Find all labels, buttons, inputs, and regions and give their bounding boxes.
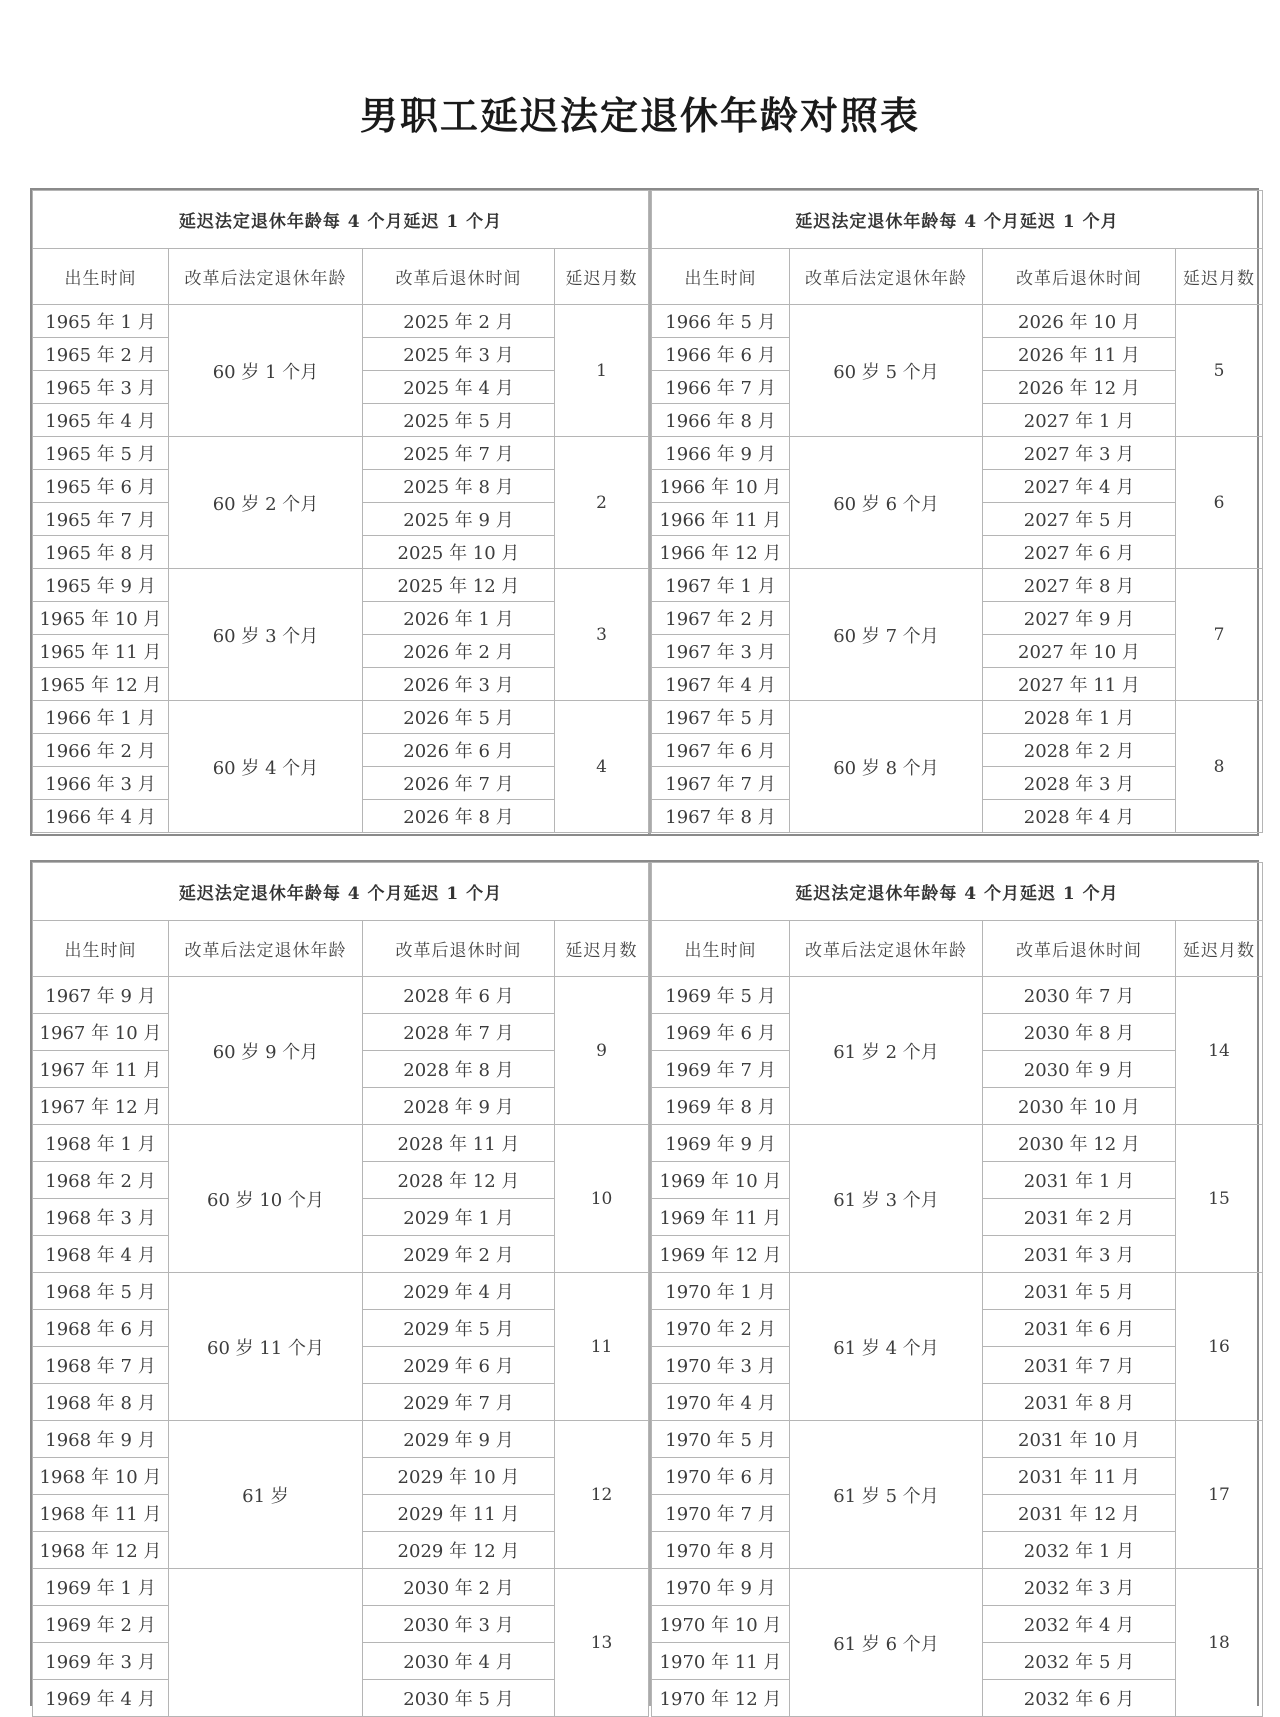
birth-date-cell: 1970 年 8 月 (652, 1532, 790, 1569)
table-row (652, 305, 1263, 338)
birth-date-cell: 1967 年 5 月 (652, 701, 790, 734)
birth-date-cell: 1966 年 11 月 (652, 503, 790, 536)
retirement-date-cell: 2027 年 5 月 (983, 503, 1176, 536)
retirement-date-cell: 2031 年 1 月 (983, 1162, 1176, 1199)
retirement-date-cell: 2029 年 9 月 (363, 1421, 555, 1458)
birth-date-cell: 1970 年 10 月 (652, 1606, 790, 1643)
retirement-date-cell: 2030 年 2 月 (363, 1569, 555, 1606)
retirement-date-cell: 2025 年 2 月 (363, 305, 555, 338)
retirement-date-cell: 2027 年 1 月 (983, 404, 1176, 437)
retirement-age-cell: 61 岁 4 个月 (790, 1273, 983, 1421)
table-row (652, 977, 1263, 1014)
table-row (33, 701, 649, 734)
birth-date-cell: 1966 年 2 月 (33, 734, 169, 767)
birth-date-cell: 1967 年 10 月 (33, 1014, 169, 1051)
retirement-date-cell: 2031 年 7 月 (983, 1347, 1176, 1384)
retirement-age-cell: 60 岁 9 个月 (169, 977, 363, 1125)
birth-date-cell: 1970 年 9 月 (652, 1569, 790, 1606)
birth-date-cell: 1966 年 5 月 (652, 305, 790, 338)
birth-date-cell: 1969 年 10 月 (652, 1162, 790, 1199)
retirement-date-cell: 2028 年 9 月 (363, 1088, 555, 1125)
delay-months-cell: 14 (1176, 977, 1263, 1125)
retirement-age-cell (169, 1569, 363, 1717)
birth-date-cell: 1965 年 7 月 (33, 503, 169, 536)
retirement-date-cell: 2031 年 2 月 (983, 1199, 1176, 1236)
delay-months-cell: 9 (555, 977, 649, 1125)
column-header: 出生时间 (652, 249, 790, 305)
retirement-date-cell: 2028 年 1 月 (983, 701, 1176, 734)
birth-date-cell: 1965 年 5 月 (33, 437, 169, 470)
birth-date-cell: 1967 年 3 月 (652, 635, 790, 668)
retirement-date-cell: 2030 年 7 月 (983, 977, 1176, 1014)
retirement-date-cell: 2028 年 7 月 (363, 1014, 555, 1051)
retirement-date-cell: 2025 年 10 月 (363, 536, 555, 569)
birth-date-cell: 1970 年 1 月 (652, 1273, 790, 1310)
retirement-date-cell: 2026 年 2 月 (363, 635, 555, 668)
table-row (33, 1125, 649, 1162)
birth-date-cell: 1965 年 1 月 (33, 305, 169, 338)
retirement-date-cell: 2026 年 5 月 (363, 701, 555, 734)
table-row (652, 1273, 1263, 1310)
birth-date-cell: 1968 年 4 月 (33, 1236, 169, 1273)
retirement-date-cell: 2030 年 12 月 (983, 1125, 1176, 1162)
retirement-age-cell: 61 岁 6 个月 (790, 1569, 983, 1717)
retirement-date-cell: 2029 年 1 月 (363, 1199, 555, 1236)
delay-months-cell: 6 (1176, 437, 1263, 569)
retirement-date-cell: 2026 年 7 月 (363, 767, 555, 800)
column-header: 改革后法定退休年龄 (169, 249, 363, 305)
delay-months-cell: 10 (555, 1125, 649, 1273)
table-banner: 延迟法定退休年龄每 4 个月延迟 1 个月 (652, 191, 1263, 249)
birth-date-cell: 1968 年 1 月 (33, 1125, 169, 1162)
retirement-date-cell: 2025 年 12 月 (363, 569, 555, 602)
column-header: 改革后退休时间 (983, 249, 1176, 305)
birth-date-cell: 1969 年 7 月 (652, 1051, 790, 1088)
retirement-date-cell: 2026 年 12 月 (983, 371, 1176, 404)
birth-date-cell: 1969 年 6 月 (652, 1014, 790, 1051)
retirement-date-cell: 2029 年 4 月 (363, 1273, 555, 1310)
retirement-table-panel-1 (30, 188, 1259, 836)
table-row (33, 977, 649, 1014)
birth-date-cell: 1969 年 9 月 (652, 1125, 790, 1162)
birth-date-cell: 1968 年 8 月 (33, 1384, 169, 1421)
birth-date-cell: 1965 年 2 月 (33, 338, 169, 371)
table-row (33, 305, 649, 338)
retirement-table (651, 862, 1263, 1717)
birth-date-cell: 1967 年 2 月 (652, 602, 790, 635)
delay-months-cell: 16 (1176, 1273, 1263, 1421)
column-header: 延迟月数 (1176, 921, 1263, 977)
table-banner-row (33, 191, 649, 249)
table-banner: 延迟法定退休年龄每 4 个月延迟 1 个月 (652, 863, 1263, 921)
birth-date-cell: 1965 年 4 月 (33, 404, 169, 437)
retirement-date-cell: 2031 年 8 月 (983, 1384, 1176, 1421)
birth-date-cell: 1969 年 12 月 (652, 1236, 790, 1273)
birth-date-cell: 1968 年 9 月 (33, 1421, 169, 1458)
birth-date-cell: 1967 年 7 月 (652, 767, 790, 800)
retirement-date-cell: 2031 年 6 月 (983, 1310, 1176, 1347)
table-half-left (32, 190, 649, 834)
table-row (652, 569, 1263, 602)
retirement-date-cell: 2029 年 6 月 (363, 1347, 555, 1384)
retirement-date-cell: 2025 年 7 月 (363, 437, 555, 470)
retirement-date-cell: 2028 年 6 月 (363, 977, 555, 1014)
table-row (652, 1421, 1263, 1458)
retirement-date-cell: 2027 年 11 月 (983, 668, 1176, 701)
table-half-right (649, 190, 1262, 834)
delay-months-cell: 3 (555, 569, 649, 701)
retirement-date-cell: 2031 年 10 月 (983, 1421, 1176, 1458)
column-header: 出生时间 (33, 249, 169, 305)
retirement-table (32, 862, 649, 1717)
birth-date-cell: 1966 年 1 月 (33, 701, 169, 734)
column-header: 改革后法定退休年龄 (790, 921, 983, 977)
retirement-date-cell: 2031 年 5 月 (983, 1273, 1176, 1310)
birth-date-cell: 1966 年 6 月 (652, 338, 790, 371)
retirement-age-cell: 60 岁 10 个月 (169, 1125, 363, 1273)
retirement-date-cell: 2032 年 6 月 (983, 1680, 1176, 1717)
delay-months-cell: 13 (555, 1569, 649, 1717)
retirement-date-cell: 2032 年 1 月 (983, 1532, 1176, 1569)
retirement-date-cell: 2028 年 12 月 (363, 1162, 555, 1199)
birth-date-cell: 1970 年 2 月 (652, 1310, 790, 1347)
column-header: 改革后法定退休年龄 (790, 249, 983, 305)
retirement-date-cell: 2030 年 10 月 (983, 1088, 1176, 1125)
retirement-date-cell: 2029 年 7 月 (363, 1384, 555, 1421)
birth-date-cell: 1965 年 8 月 (33, 536, 169, 569)
retirement-date-cell: 2026 年 3 月 (363, 668, 555, 701)
birth-date-cell: 1967 年 9 月 (33, 977, 169, 1014)
column-header: 延迟月数 (555, 921, 649, 977)
table-row (652, 1569, 1263, 1606)
retirement-age-cell: 61 岁 (169, 1421, 363, 1569)
birth-date-cell: 1965 年 3 月 (33, 371, 169, 404)
delay-months-cell: 18 (1176, 1569, 1263, 1717)
birth-date-cell: 1968 年 12 月 (33, 1532, 169, 1569)
retirement-date-cell: 2026 年 1 月 (363, 602, 555, 635)
retirement-date-cell: 2029 年 2 月 (363, 1236, 555, 1273)
table-banner-row (652, 191, 1263, 249)
delay-months-cell: 11 (555, 1273, 649, 1421)
delay-months-cell: 7 (1176, 569, 1263, 701)
birth-date-cell: 1966 年 4 月 (33, 800, 169, 833)
retirement-age-cell: 60 岁 4 个月 (169, 701, 363, 833)
table-row (33, 1569, 649, 1606)
birth-date-cell: 1970 年 6 月 (652, 1458, 790, 1495)
column-header: 出生时间 (33, 921, 169, 977)
birth-date-cell: 1966 年 7 月 (652, 371, 790, 404)
table-row (652, 701, 1263, 734)
birth-date-cell: 1966 年 8 月 (652, 404, 790, 437)
retirement-age-cell: 60 岁 3 个月 (169, 569, 363, 701)
table-header-row (33, 249, 649, 305)
birth-date-cell: 1968 年 7 月 (33, 1347, 169, 1384)
retirement-date-cell: 2025 年 4 月 (363, 371, 555, 404)
table-half-right (649, 862, 1262, 1710)
retirement-date-cell: 2025 年 9 月 (363, 503, 555, 536)
birth-date-cell: 1968 年 5 月 (33, 1273, 169, 1310)
table-row (33, 1273, 649, 1310)
birth-date-cell: 1965 年 10 月 (33, 602, 169, 635)
retirement-date-cell: 2029 年 12 月 (363, 1532, 555, 1569)
retirement-date-cell: 2032 年 5 月 (983, 1643, 1176, 1680)
retirement-date-cell: 2030 年 4 月 (363, 1643, 555, 1680)
table-row (652, 1125, 1263, 1162)
retirement-date-cell: 2028 年 8 月 (363, 1051, 555, 1088)
table-row (33, 569, 649, 602)
birth-date-cell: 1969 年 4 月 (33, 1680, 169, 1717)
birth-date-cell: 1967 年 4 月 (652, 668, 790, 701)
delay-months-cell: 15 (1176, 1125, 1263, 1273)
column-header: 延迟月数 (555, 249, 649, 305)
table-header-row (652, 249, 1263, 305)
retirement-date-cell: 2025 年 8 月 (363, 470, 555, 503)
birth-date-cell: 1970 年 11 月 (652, 1643, 790, 1680)
birth-date-cell: 1968 年 10 月 (33, 1458, 169, 1495)
retirement-date-cell: 2026 年 10 月 (983, 305, 1176, 338)
retirement-age-cell: 60 岁 6 个月 (790, 437, 983, 569)
retirement-age-cell: 60 岁 5 个月 (790, 305, 983, 437)
retirement-date-cell: 2030 年 3 月 (363, 1606, 555, 1643)
column-header: 改革后法定退休年龄 (169, 921, 363, 977)
birth-date-cell: 1966 年 3 月 (33, 767, 169, 800)
column-header: 延迟月数 (1176, 249, 1263, 305)
birth-date-cell: 1967 年 6 月 (652, 734, 790, 767)
birth-date-cell: 1970 年 12 月 (652, 1680, 790, 1717)
page-title: 男职工延迟法定退休年龄对照表 (359, 93, 920, 138)
retirement-age-cell: 60 岁 11 个月 (169, 1273, 363, 1421)
column-header: 改革后退休时间 (363, 249, 555, 305)
birth-date-cell: 1966 年 10 月 (652, 470, 790, 503)
retirement-date-cell: 2032 年 3 月 (983, 1569, 1176, 1606)
delay-months-cell: 8 (1176, 701, 1263, 833)
table-header-row (652, 921, 1263, 977)
retirement-date-cell: 2032 年 4 月 (983, 1606, 1176, 1643)
retirement-age-cell: 60 岁 2 个月 (169, 437, 363, 569)
birth-date-cell: 1965 年 11 月 (33, 635, 169, 668)
delay-months-cell: 1 (555, 305, 649, 437)
retirement-date-cell: 2027 年 3 月 (983, 437, 1176, 470)
delay-months-cell: 4 (555, 701, 649, 833)
retirement-date-cell: 2029 年 10 月 (363, 1458, 555, 1495)
retirement-date-cell: 2026 年 11 月 (983, 338, 1176, 371)
retirement-age-cell: 60 岁 8 个月 (790, 701, 983, 833)
retirement-date-cell: 2028 年 3 月 (983, 767, 1176, 800)
birth-date-cell: 1968 年 2 月 (33, 1162, 169, 1199)
retirement-date-cell: 2027 年 6 月 (983, 536, 1176, 569)
birth-date-cell: 1967 年 1 月 (652, 569, 790, 602)
column-header: 改革后退休时间 (363, 921, 555, 977)
retirement-age-cell: 60 岁 1 个月 (169, 305, 363, 437)
table-banner-row (652, 863, 1263, 921)
birth-date-cell: 1967 年 11 月 (33, 1051, 169, 1088)
table-half-left (32, 862, 649, 1710)
column-header: 出生时间 (652, 921, 790, 977)
retirement-date-cell: 2030 年 9 月 (983, 1051, 1176, 1088)
retirement-date-cell: 2027 年 10 月 (983, 635, 1176, 668)
birth-date-cell: 1967 年 8 月 (652, 800, 790, 833)
table-header-row (33, 921, 649, 977)
delay-months-cell: 2 (555, 437, 649, 569)
retirement-date-cell: 2026 年 8 月 (363, 800, 555, 833)
retirement-date-cell: 2027 年 8 月 (983, 569, 1176, 602)
retirement-age-cell: 60 岁 7 个月 (790, 569, 983, 701)
retirement-date-cell: 2027 年 9 月 (983, 602, 1176, 635)
retirement-table (651, 190, 1263, 833)
retirement-date-cell: 2025 年 5 月 (363, 404, 555, 437)
column-header: 改革后退休时间 (983, 921, 1176, 977)
birth-date-cell: 1970 年 3 月 (652, 1347, 790, 1384)
table-banner: 延迟法定退休年龄每 4 个月延迟 1 个月 (33, 191, 649, 249)
table-banner-row (33, 863, 649, 921)
retirement-date-cell: 2028 年 11 月 (363, 1125, 555, 1162)
retirement-date-cell: 2030 年 5 月 (363, 1680, 555, 1717)
retirement-age-cell: 61 岁 5 个月 (790, 1421, 983, 1569)
retirement-table (32, 190, 649, 833)
delay-months-cell: 5 (1176, 305, 1263, 437)
retirement-date-cell: 2029 年 5 月 (363, 1310, 555, 1347)
birth-date-cell: 1969 年 3 月 (33, 1643, 169, 1680)
birth-date-cell: 1968 年 6 月 (33, 1310, 169, 1347)
retirement-date-cell: 2028 年 2 月 (983, 734, 1176, 767)
delay-months-cell: 12 (555, 1421, 649, 1569)
retirement-table-panel-2 (30, 860, 1259, 1710)
birth-date-cell: 1967 年 12 月 (33, 1088, 169, 1125)
delay-months-cell: 17 (1176, 1421, 1263, 1569)
birth-date-cell: 1969 年 8 月 (652, 1088, 790, 1125)
table-row (33, 1421, 649, 1458)
birth-date-cell: 1965 年 12 月 (33, 668, 169, 701)
birth-date-cell: 1970 年 5 月 (652, 1421, 790, 1458)
retirement-date-cell: 2026 年 6 月 (363, 734, 555, 767)
birth-date-cell: 1969 年 2 月 (33, 1606, 169, 1643)
retirement-date-cell: 2025 年 3 月 (363, 338, 555, 371)
birth-date-cell: 1969 年 5 月 (652, 977, 790, 1014)
birth-date-cell: 1970 年 7 月 (652, 1495, 790, 1532)
retirement-date-cell: 2030 年 8 月 (983, 1014, 1176, 1051)
birth-date-cell: 1969 年 11 月 (652, 1199, 790, 1236)
birth-date-cell: 1968 年 11 月 (33, 1495, 169, 1532)
birth-date-cell: 1968 年 3 月 (33, 1199, 169, 1236)
birth-date-cell: 1966 年 9 月 (652, 437, 790, 470)
table-row (652, 437, 1263, 470)
birth-date-cell: 1965 年 9 月 (33, 569, 169, 602)
retirement-date-cell: 2031 年 3 月 (983, 1236, 1176, 1273)
retirement-date-cell: 2027 年 4 月 (983, 470, 1176, 503)
retirement-date-cell: 2031 年 12 月 (983, 1495, 1176, 1532)
birth-date-cell: 1966 年 12 月 (652, 536, 790, 569)
birth-date-cell: 1970 年 4 月 (652, 1384, 790, 1421)
retirement-age-cell: 61 岁 3 个月 (790, 1125, 983, 1273)
retirement-date-cell: 2031 年 11 月 (983, 1458, 1176, 1495)
birth-date-cell: 1965 年 6 月 (33, 470, 169, 503)
table-banner: 延迟法定退休年龄每 4 个月延迟 1 个月 (33, 863, 649, 921)
birth-date-cell: 1969 年 1 月 (33, 1569, 169, 1606)
retirement-age-cell: 61 岁 2 个月 (790, 977, 983, 1125)
retirement-date-cell: 2028 年 4 月 (983, 800, 1176, 833)
table-row (33, 437, 649, 470)
retirement-date-cell: 2029 年 11 月 (363, 1495, 555, 1532)
